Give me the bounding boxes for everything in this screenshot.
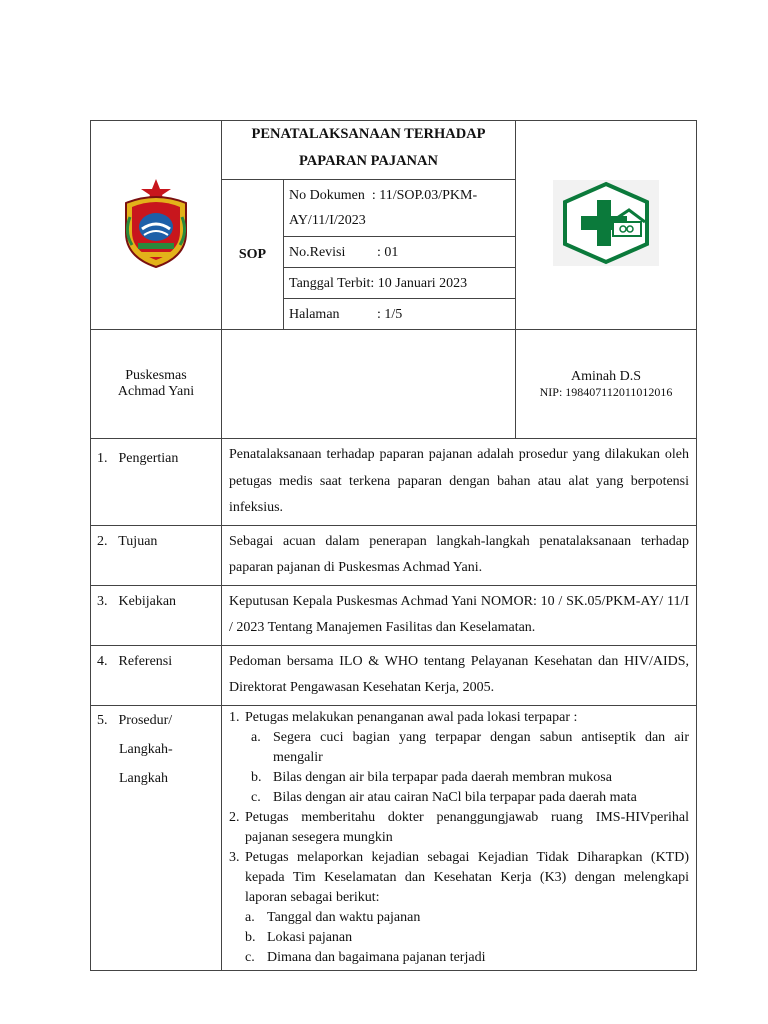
sop-table <box>90 120 697 971</box>
procedure-substep: c. Bilas dengan air atau cairan NaCl bila terpapar pada daerah mata <box>251 789 637 805</box>
procedure-substep: a. Tanggal dan waktu pajanan <box>245 909 421 925</box>
regional-emblem-cell <box>91 121 222 330</box>
procedure-substep: c. Dimana dan bagaimana pajanan terjadi <box>245 949 486 965</box>
procedure-substep: b. Lokasi pajanan <box>245 929 353 945</box>
referensi-text: Pedoman bersama ILO & WHO tentang Pelayanan Kesehatan dan HIV/AIDS, Direktorat Pengawasan Kesehatan Kerja, 2005. <box>222 645 697 705</box>
sop-label: SOP <box>222 180 284 330</box>
procedure-step: 3. Petugas melaporkan kejadian sebagai Kejadian Tidak Diharapkan (KTD) kepada Tim Keselamatan dan Kesehatan Kerja (K3) dengan melengkapi laporan sebagai berikut: <box>229 849 690 905</box>
regional-emblem-icon <box>120 177 192 269</box>
signature-area <box>222 330 516 439</box>
puskesmas-logo-cell <box>516 121 697 330</box>
section-tujuan: 2. Tujuan Sebagai acuan dalam penerapan langkah-langkah penatalaksanaan terhadap paparan pajanan di Puskesmas Achmad Yani. <box>91 525 697 585</box>
puskesmas-logo-icon <box>553 180 659 266</box>
no-revisi-field: No.Revisi : 01 <box>284 237 516 268</box>
procedure-step: 2. Petugas memberitahu dokter penanggungjawab ruang IMS-HIVperihal pajanan sesegera mungkin <box>229 809 690 845</box>
section-kebijakan: 3. Kebijakan Keputusan Kepala Puskesmas Achmad Yani NOMOR: 10 / SK.05/PKM-AY/ 11/I / 2023 Tentang Manajemen Fasilitas dan Keselamatan. <box>91 585 697 645</box>
sop-document <box>90 120 696 971</box>
signer-block <box>516 330 697 439</box>
signer-nip: NIP: 198407112011012016 <box>539 384 673 399</box>
document-title: PENATALAKSANAAN TERHADAP PAPARAN PAJANAN <box>222 121 516 180</box>
section-prosedur: 5. Prosedur/ Langkah- Langkah 1. Petugas melakukan penanganan awal pada lokasi terpapar : a. Segera cuci bagian yang terpapar dengan sabun antiseptik dan air mengalir b. Bilas dengan air bila terpapar pada daerah membran mukosa c. Bilas dengan air atau cairan NaCl bila terpapar pada daerah mata 2. Petugas memberitahu dokter penanggungjawab ruang IMS-HIVperihal pajanan sesegera mungkin 3. Petugas melaporkan kejadian sebagai Kejadian Tidak Diharapkan (KTD) kepada Tim Keselamatan dan Kesehatan Kerja (K3) dengan melengkapi laporan sebagai berikut: a. Tanggal dan waktu pajanan b. Lokasi pajanan c. Dimana dan bagaimana pajanan terjadi <box>91 705 697 970</box>
halaman-field: Halaman : 1/5 <box>284 299 516 330</box>
no-dokumen-field: No Dokumen : 11/SOP.03/PKM-AY/11/I/2023 <box>284 180 516 237</box>
prosedur-steps <box>222 705 697 970</box>
procedure-step: 1. Petugas melakukan penanganan awal pada lokasi terpapar : <box>229 709 578 725</box>
procedure-substep: b. Bilas dengan air bila terpapar pada daerah membran mukosa <box>251 769 612 785</box>
procedure-substep: a. Segera cuci bagian yang terpapar dengan sabun antiseptik dan air mengalir <box>251 729 690 765</box>
section-referensi: 4. Referensi Pedoman bersama ILO & WHO tentang Pelayanan Kesehatan dan HIV/AIDS, Direktorat Pengawasan Kesehatan Kerja, 2005. <box>91 645 697 705</box>
signer-name: Aminah D.S <box>571 368 642 384</box>
section-pengertian: 1. Pengertian Penatalaksanaan terhadap paparan pajanan adalah prosedur yang dilakukan oleh petugas medis saat terkena paparan dengan bahan atau alat yang berpotensi infeksius. <box>91 439 697 526</box>
organization-name: Puskesmas Achmad Yani <box>91 330 222 439</box>
kebijakan-text: Keputusan Kepala Puskesmas Achmad Yani NOMOR: 10 / SK.05/PKM-AY/ 11/I / 2023 Tentang Manajemen Fasilitas dan Keselamatan. <box>222 585 697 645</box>
tanggal-terbit-field: Tanggal Terbit: 10 Januari 2023 <box>284 268 516 299</box>
tujuan-text: Sebagai acuan dalam penerapan langkah-langkah penatalaksanaan terhadap paparan pajanan di Puskesmas Achmad Yani. <box>222 525 697 585</box>
pengertian-text: Penatalaksanaan terhadap paparan pajanan adalah prosedur yang dilakukan oleh petugas medis saat terkena paparan dengan bahan atau alat yang berpotensi infeksius. <box>222 439 697 526</box>
